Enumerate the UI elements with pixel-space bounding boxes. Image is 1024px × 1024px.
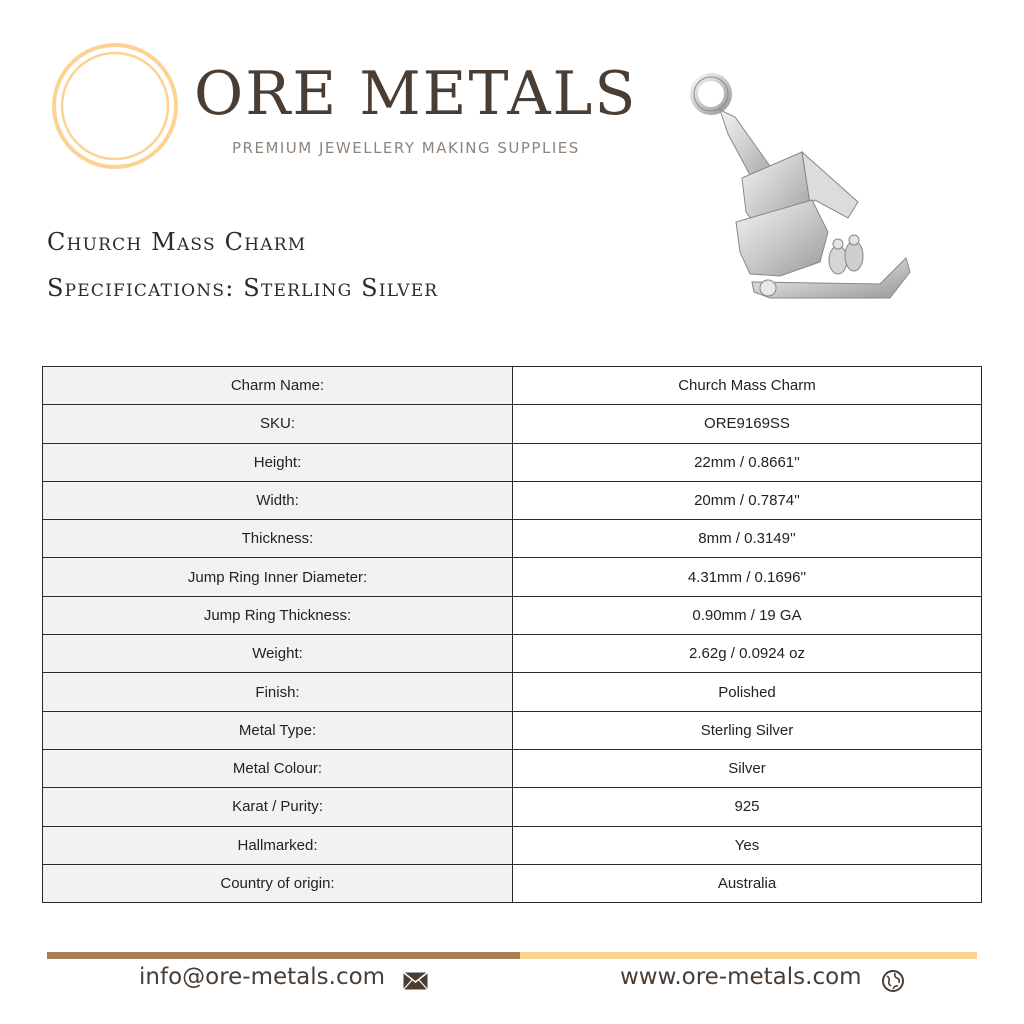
website-link[interactable]: www.ore-metals.com bbox=[620, 964, 862, 990]
spec-value: 4.31mm / 0.1696'' bbox=[513, 558, 982, 596]
table-row bbox=[43, 673, 982, 711]
table-row bbox=[43, 635, 982, 673]
envelope-icon bbox=[403, 972, 428, 990]
table-row bbox=[43, 520, 982, 558]
spec-label: Charm Name: bbox=[43, 367, 513, 405]
email-link[interactable]: info@ore-metals.com bbox=[139, 964, 386, 990]
table-row bbox=[43, 596, 982, 634]
product-specifications: Specifications: Sterling Silver bbox=[47, 274, 439, 302]
table-row bbox=[43, 558, 982, 596]
footer-bar-left bbox=[47, 952, 520, 959]
globe-icon bbox=[881, 969, 905, 993]
spec-label: Jump Ring Inner Diameter: bbox=[43, 558, 513, 596]
spec-value: 20mm / 0.7874'' bbox=[513, 481, 982, 519]
spec-label: Weight: bbox=[43, 635, 513, 673]
spec-label: Hallmarked: bbox=[43, 826, 513, 864]
brand-tagline: PREMIUM JEWELLERY MAKING SUPPLIES bbox=[232, 139, 580, 157]
spec-value: Yes bbox=[513, 826, 982, 864]
spec-value: 0.90mm / 19 GA bbox=[513, 596, 982, 634]
spec-label: Finish: bbox=[43, 673, 513, 711]
spec-table-body bbox=[43, 367, 982, 903]
table-row bbox=[43, 367, 982, 405]
logo-ring-icon bbox=[50, 41, 180, 171]
church-charm-image bbox=[680, 62, 920, 320]
spec-label: Jump Ring Thickness: bbox=[43, 596, 513, 634]
spec-value: Silver bbox=[513, 749, 982, 787]
spec-label: SKU: bbox=[43, 405, 513, 443]
spec-value: 8mm / 0.3149'' bbox=[513, 520, 982, 558]
table-row bbox=[43, 405, 982, 443]
table-row bbox=[43, 826, 982, 864]
brand-name: ORE METALS bbox=[194, 59, 638, 129]
spec-value: Polished bbox=[513, 673, 982, 711]
spec-value: Sterling Silver bbox=[513, 711, 982, 749]
spec-label: Country of origin: bbox=[43, 864, 513, 902]
table-row bbox=[43, 711, 982, 749]
spec-label: Karat / Purity: bbox=[43, 788, 513, 826]
spec-label: Thickness: bbox=[43, 520, 513, 558]
spec-table bbox=[42, 366, 982, 903]
table-row bbox=[43, 749, 982, 787]
table-row bbox=[43, 864, 982, 902]
spec-value: ORE9169SS bbox=[513, 405, 982, 443]
spec-label: Height: bbox=[43, 443, 513, 481]
spec-value: 925 bbox=[513, 788, 982, 826]
spec-label: Width: bbox=[43, 481, 513, 519]
spec-label: Metal Type: bbox=[43, 711, 513, 749]
spec-value: Australia bbox=[513, 864, 982, 902]
spec-value: Church Mass Charm bbox=[513, 367, 982, 405]
table-row bbox=[43, 788, 982, 826]
table-row bbox=[43, 481, 982, 519]
spec-value: 22mm / 0.8661'' bbox=[513, 443, 982, 481]
spec-label: Metal Colour: bbox=[43, 749, 513, 787]
spec-value: 2.62g / 0.0924 oz bbox=[513, 635, 982, 673]
footer-bar-right bbox=[520, 952, 977, 959]
product-title: Church Mass Charm bbox=[47, 228, 307, 256]
table-row bbox=[43, 443, 982, 481]
